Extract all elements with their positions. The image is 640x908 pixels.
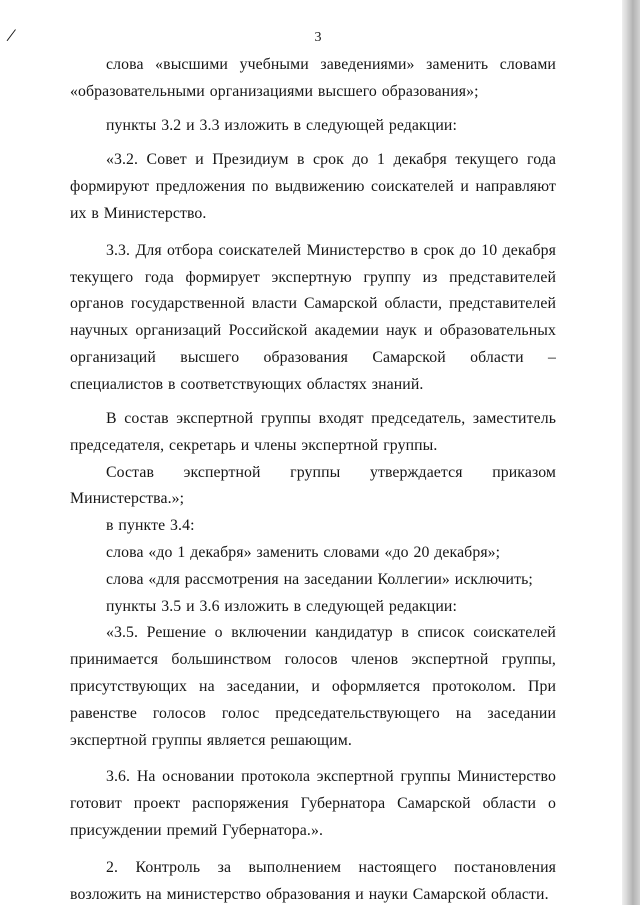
item-3-3-paragraph: 3.3. Для отбора соискателей Министерство в срок до 10 декабря текущего года формирует экспертную группу из представителей органов государственной власти Самарской области, представителей научных организаций Российской академии наук и образовательных организаций высшего образования Самарской области – специалистов в соответствующих областях знаний. [70, 241, 556, 393]
item-3-6-paragraph: 3.6. На основании протокола экспертной группы Министерство готовит проект распоряжения Губернатора Самарской области о присуждении премий Губернатора.». [70, 768, 556, 840]
date-replacement-paragraph: слова «до 1 декабря» заменить словами «до 20 декабря»; [106, 544, 501, 562]
replacement-wording-paragraph: слова «высшими учебными заведениями» заменить словами «образовательными организациями высшего образования»; [70, 56, 556, 100]
scan-edge-shadow [622, 0, 640, 905]
items-3-5-3-6-intro: пункты 3.5 и 3.6 изложить в следующей редакции: [106, 597, 457, 615]
item-3-4-heading: в пункте 3.4: [106, 517, 195, 535]
collegium-removal-paragraph: слова «для рассмотрения на заседании Коллегии» исключить; [106, 570, 533, 588]
items-3-2-3-3-intro: пункты 3.2 и 3.3 изложить в следующей редакции: [106, 117, 457, 135]
item-3-5-paragraph: «3.5. Решение о включении кандидатур в список соискателей принимается большинством голосов членов экспертной группы, присутствующих на заседании, и оформляется протоколом. При равенстве голосов голос председательствующего на заседании экспертной группы является решающим. [70, 624, 556, 749]
expert-group-composition-paragraph: В состав экспертной группы входят председатель, заместитель председателя, секретарь и члены экспертной группы. [70, 410, 556, 454]
page-number: 3 [314, 30, 322, 45]
document-body [70, 52, 556, 908]
margin-pen-mark: / [5, 24, 18, 47]
expert-group-approval-paragraph: Состав экспертной группы утверждается приказом Министерства.»; [70, 463, 556, 508]
control-paragraph: 2. Контроль за выполнением настоящего постановления возложить на министерство образования и науки Самарской области. [70, 858, 556, 903]
item-3-2-paragraph: «3.2. Совет и Президиум в срок до 1 декабря текущего года формируют предложения по выдвижению соискателей и направляют их в Министерство. [70, 151, 556, 222]
